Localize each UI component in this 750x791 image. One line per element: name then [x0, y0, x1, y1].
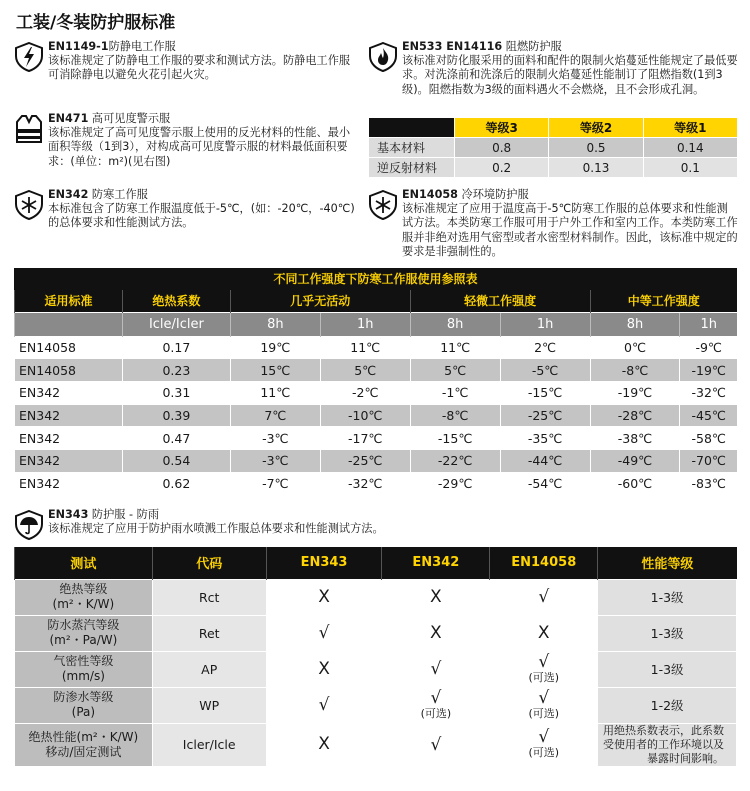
check-icon: √ [538, 587, 550, 607]
cross-mark [266, 579, 382, 615]
cross-mark [266, 723, 382, 766]
cross-icon: X [430, 586, 442, 607]
table-cell: -1℃ [410, 381, 500, 404]
table-cell: 0.39 [122, 404, 230, 427]
standard-en1149 [14, 40, 359, 83]
table-cell: -70℃ [680, 449, 737, 472]
check-mark [382, 651, 490, 687]
std-body: 该标准规定了高可见度警示服上使用的反光材料的性能、最小面积等级（1到3），对构成高可见度警示服的材料最低面积要求：(单位：m²)(见右图) [48, 126, 351, 168]
table-cell: -19℃ [590, 381, 680, 404]
subheader-cell [15, 312, 123, 336]
test-label [15, 579, 153, 615]
standard-en342 [14, 188, 359, 231]
test-label-line1: 防水蒸汽等级 [47, 618, 120, 632]
table-cell: -17℃ [320, 427, 410, 450]
standard-cell: EN342 [15, 381, 123, 404]
table-cell: 11℃ [410, 336, 500, 359]
table-cell: -25℃ [320, 449, 410, 472]
table-cell: 0.2 [455, 158, 549, 178]
check-mark [490, 687, 598, 723]
std-code: EN343 [48, 508, 89, 521]
test-code: Ret [152, 615, 266, 651]
test-label-line1: 绝热性能(m²・K/W) [28, 729, 139, 744]
table-cell: -25℃ [500, 404, 590, 427]
check-mark [382, 687, 490, 723]
check-icon: √ [430, 734, 442, 755]
hi-vis-vest-icon [14, 114, 44, 144]
table-cell: 0.13 [549, 158, 643, 178]
test-code: Rct [152, 579, 266, 615]
table-row [15, 472, 738, 495]
table-cell: 19℃ [230, 336, 320, 359]
subheader-cell: 8h [230, 312, 320, 336]
std-name: 防寒工作服 [91, 188, 148, 201]
standard-cell: EN342 [15, 404, 123, 427]
check-icon: √ [430, 687, 442, 708]
table-row [15, 359, 738, 382]
standard-cell: EN342 [15, 449, 123, 472]
col-header: 代码 [152, 547, 266, 579]
table-cell: -3℃ [230, 449, 320, 472]
test-label [15, 651, 153, 687]
table-cell: 0.31 [122, 381, 230, 404]
check-icon: √ [538, 727, 550, 747]
col-header: 轻微工作强度 [410, 290, 590, 312]
table-row [369, 158, 738, 178]
table-cell: -8℃ [590, 359, 680, 382]
col-header: 等级2 [549, 118, 643, 138]
performance-note: 用绝热系数表示，此系数受使用者的工作环境以及暴露时间影响。 [598, 723, 737, 766]
standard-en533 [368, 40, 738, 97]
performance-grade: 1-3级 [598, 615, 737, 651]
cross-icon: X [318, 586, 330, 607]
subheader-cell: 1h [320, 312, 410, 336]
table-cell: 0.23 [122, 359, 230, 382]
table-cell: 0.17 [122, 336, 230, 359]
table-cell: 11℃ [230, 381, 320, 404]
table-cell: -5℃ [500, 359, 590, 382]
table-cell: 5℃ [410, 359, 500, 382]
test-label-line2: (m²・K/W) [52, 597, 115, 611]
table-cell: -9℃ [680, 336, 737, 359]
std-name: 高可见度警示服 [91, 112, 171, 125]
umbrella-shield-icon [14, 510, 44, 540]
col-header: 几乎无活动 [230, 290, 410, 312]
std-name: 防静电工作服 [108, 40, 176, 53]
table-cell: -15℃ [410, 427, 500, 450]
subheader-row [15, 312, 738, 336]
antistatic-lightning-icon [14, 42, 44, 72]
std-code: EN533 EN14116 [402, 40, 503, 53]
optional-label: (可选) [528, 746, 560, 759]
test-code: AP [152, 651, 266, 687]
test-label-line2: (m²・Pa/W) [49, 633, 118, 647]
subheader-cell: Icle/Icler [122, 312, 230, 336]
std-name: 阻燃防护服 [505, 40, 562, 53]
table-cell: -44℃ [500, 449, 590, 472]
check-mark [266, 687, 382, 723]
performance-grade: 1-2级 [598, 687, 737, 723]
standard-cell: EN14058 [15, 336, 123, 359]
subheader-cell: 1h [500, 312, 590, 336]
optional-label: (可选) [528, 706, 560, 720]
test-code: Icler/Icle [152, 723, 266, 766]
cross-mark [266, 651, 382, 687]
table-cell: -8℃ [410, 404, 500, 427]
cross-mark [490, 615, 598, 651]
table-cell: 11℃ [320, 336, 410, 359]
table-cell: -10℃ [320, 404, 410, 427]
table-cell: -38℃ [590, 427, 680, 450]
test-label-line1: 绝热等级 [59, 582, 108, 596]
flame-shield-icon [368, 42, 398, 72]
snowflake-shield-icon [368, 190, 398, 220]
test-code: WP [152, 687, 266, 723]
col-header: EN343 [266, 547, 382, 579]
check-icon: √ [318, 623, 330, 643]
std-body: 该标准规定了防静电工作服的要求和测试方法。防静电工作服可消除静电以避免火花引起火灾。 [48, 54, 351, 82]
std-code: EN342 [48, 188, 89, 201]
optional-label: (可选) [420, 706, 452, 720]
test-label [15, 723, 153, 766]
check-mark [266, 615, 382, 651]
table-cell: 2℃ [500, 336, 590, 359]
page-title: 工装/冬装防护服标准 [16, 13, 176, 33]
check-icon: √ [538, 651, 550, 672]
table-cell: -83℃ [680, 472, 737, 495]
rain-test-table [14, 547, 737, 767]
table-cell: -7℃ [230, 472, 320, 495]
table-cell: -32℃ [320, 472, 410, 495]
check-mark [490, 723, 598, 766]
table-row [15, 651, 737, 687]
table-row [369, 138, 738, 158]
table-row [15, 427, 738, 450]
std-code: EN14058 [402, 188, 458, 201]
performance-grade: 1-3级 [598, 579, 737, 615]
table-row [15, 336, 738, 359]
flame-index-table [368, 117, 738, 178]
test-label [15, 615, 153, 651]
performance-grade: 1-3级 [598, 651, 737, 687]
table-cell: -29℃ [410, 472, 500, 495]
table-row [15, 449, 738, 472]
standard-cell: EN342 [15, 472, 123, 495]
check-icon: √ [538, 687, 550, 708]
table-cell: -3℃ [230, 427, 320, 450]
std-body: 该标准规定了应用于温度高于-5℃防寒工作服的总体要求和性能测试方法。本类防寒工作服可用于户外工作和室内工作。本类防寒工作服并非绝对选用气密型或者水密型材料制作。因此，该标准中规定的要求是非强制性的。 [402, 202, 738, 258]
subheader-cell: 8h [410, 312, 500, 336]
table-row [15, 723, 737, 766]
table-cell: -28℃ [590, 404, 680, 427]
standard-en471 [14, 112, 359, 169]
col-header: 等级1 [643, 118, 737, 138]
col-header: 适用标准 [15, 290, 123, 312]
test-label-line2: (Pa) [71, 705, 96, 719]
table-row [15, 615, 737, 651]
table-cell: 0.5 [549, 138, 643, 158]
test-label-line2: 移动/固定测试 [45, 744, 122, 759]
table-cell: -35℃ [500, 427, 590, 450]
col-header: 绝热系数 [122, 290, 230, 312]
table-corner [369, 118, 455, 138]
subheader-cell: 8h [590, 312, 680, 336]
cross-icon: X [318, 734, 330, 754]
check-mark [490, 579, 598, 615]
table-cell: 0.8 [455, 138, 549, 158]
test-label-line1: 气密性等级 [53, 654, 114, 668]
check-icon: √ [318, 695, 330, 715]
table-cell: -45℃ [680, 404, 737, 427]
col-header: 中等工作强度 [590, 290, 737, 312]
table-cell: -49℃ [590, 449, 680, 472]
cross-mark [382, 615, 490, 651]
test-label-line2: (mm/s) [61, 669, 105, 683]
cross-icon: X [318, 658, 330, 679]
row-label: 基本材料 [369, 138, 455, 158]
table-cell: -32℃ [680, 381, 737, 404]
table-cell: 0.54 [122, 449, 230, 472]
cross-icon: X [537, 622, 550, 643]
test-label-line1: 防渗水等级 [53, 690, 114, 704]
standard-en343 [14, 508, 737, 540]
standard-en14058 [368, 188, 738, 259]
table-row [15, 381, 738, 404]
table-row [15, 404, 738, 427]
table-cell: 0.14 [643, 138, 737, 158]
table-cell: -22℃ [410, 449, 500, 472]
table-cell: 5℃ [320, 359, 410, 382]
subheader-cell: 1h [680, 312, 737, 336]
check-mark [382, 723, 490, 766]
col-header: EN14058 [490, 547, 598, 579]
col-header: 测试 [15, 547, 153, 579]
col-header: 性能等级 [598, 547, 737, 579]
cross-mark [382, 579, 490, 615]
table-cell: 15℃ [230, 359, 320, 382]
table-cell: -2℃ [320, 381, 410, 404]
standard-cell: EN14058 [15, 359, 123, 382]
std-body: 本标准包含了防寒工作服温度低于-5℃，(如：-20℃，-40℃)的总体要求和性能测试方法。 [48, 202, 355, 230]
table-cell: 0.1 [643, 158, 737, 178]
std-name: 防护服 - 防雨 [91, 508, 160, 521]
check-icon: √ [430, 659, 442, 679]
snowflake-shield-icon [14, 190, 44, 220]
table-cell: 0.47 [122, 427, 230, 450]
table-cell: -54℃ [500, 472, 590, 495]
table-row [15, 579, 737, 615]
table-cell: -60℃ [590, 472, 680, 495]
optional-label: (可选) [528, 670, 560, 684]
col-header: EN342 [382, 547, 490, 579]
table-cell: -19℃ [680, 359, 737, 382]
col-header: 等级3 [455, 118, 549, 138]
cross-icon: X [430, 622, 442, 643]
table-cell: 0℃ [590, 336, 680, 359]
table-cell: 7℃ [230, 404, 320, 427]
test-label [15, 687, 153, 723]
table-row [15, 687, 737, 723]
std-code: EN471 [48, 112, 89, 125]
table-cell: -15℃ [500, 381, 590, 404]
std-body: 该标准对防化服采用的面料和配件的限制火焰蔓延性能规定了最低要求。对洗涤前和洗涤后的限制火焰蔓延性能制订了阻燃指数(1到3级)。阻燃指数为3级的面料遇火不会燃烧，且不会形成孔洞。 [402, 54, 738, 96]
std-body: 该标准规定了应用于防护雨水喷溅工作服总体要求和性能测试方法。 [48, 522, 384, 536]
standard-cell: EN342 [15, 427, 123, 450]
cold-reference-table [14, 290, 737, 495]
check-mark [490, 651, 598, 687]
table-cell: -58℃ [680, 427, 737, 450]
row-label: 逆反射材料 [369, 158, 455, 178]
table-cell: 0.62 [122, 472, 230, 495]
std-code: EN1149-1 [48, 40, 109, 53]
std-name: 冷环境防护服 [461, 188, 529, 201]
cold-table-title: 不同工作强度下防寒工作服使用参照表 [14, 268, 737, 290]
